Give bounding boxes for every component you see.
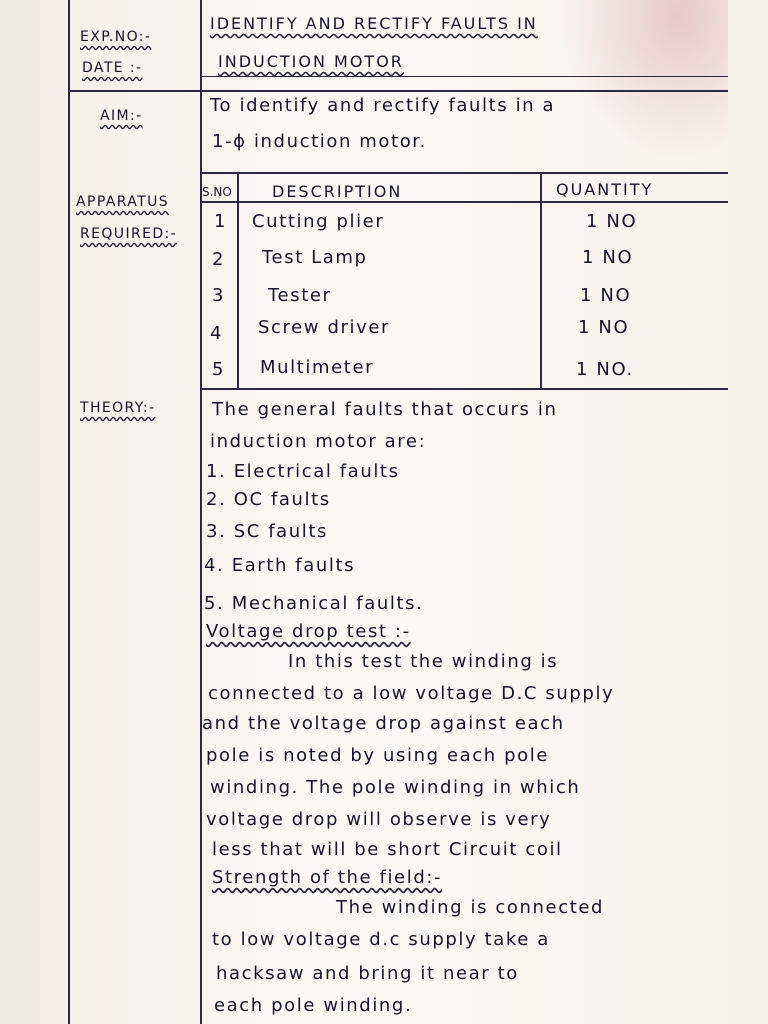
row-sno: 5 (212, 359, 226, 380)
date-label: DATE :- (82, 60, 143, 76)
row-sno: 2 (212, 249, 226, 270)
aim-label: AIM:- (100, 108, 143, 124)
row-description: Test Lamp (262, 247, 368, 268)
paragraph-line: voltage drop will observe is very (206, 809, 552, 830)
column-header-sno: S.NO (202, 185, 232, 199)
page-margin-left (0, 0, 40, 1024)
page-margin-right (728, 0, 768, 1024)
voltage-drop-test-heading: Voltage drop test :- (206, 621, 411, 642)
paragraph-line: hacksaw and bring it near to (216, 963, 519, 984)
row-sno: 4 (210, 323, 224, 344)
theory-line: 2. OC faults (206, 489, 331, 510)
row-sno: 3 (212, 285, 226, 306)
row-quantity: 1 NO. (576, 359, 634, 380)
page-stain (560, 0, 728, 160)
column-header-quantity: QUANTITY (556, 180, 654, 199)
aim-text-line1: To identify and rectify faults in a (210, 95, 556, 116)
row-quantity: 1 NO (578, 317, 630, 338)
paragraph-line: In this test the winding is (288, 651, 559, 672)
paragraph-line: winding. The pole winding in which (210, 777, 581, 798)
required-label: REQUIRED:- (80, 226, 178, 242)
table-quantity-column-line (540, 172, 542, 388)
paragraph-line: The winding is connected (336, 897, 605, 918)
label-column-line (200, 0, 202, 1024)
table-top-line (200, 172, 728, 174)
paragraph-line: less that will be short Circuit coil (212, 839, 563, 860)
theory-line: 5. Mechanical faults. (204, 593, 424, 614)
experiment-title-line2: INDUCTION MOTOR (218, 52, 404, 71)
left-margin-line (68, 0, 70, 1024)
row-description: Screw driver (258, 317, 390, 338)
theory-label: THEORY:- (80, 400, 156, 416)
paragraph-line: to low voltage d.c supply take a (212, 929, 550, 950)
table-bottom-line (200, 388, 728, 390)
strength-of-field-heading: Strength of the field:- (212, 867, 443, 888)
paragraph-line: each pole winding. (214, 995, 413, 1016)
table-sno-column-line (237, 172, 239, 388)
experiment-title-line1: IDENTIFY AND RECTIFY FAULTS IN (210, 14, 538, 33)
row-description: Tester (268, 285, 332, 306)
theory-line: 3. SC faults (206, 521, 329, 542)
row-description: Cutting plier (252, 211, 385, 232)
paragraph-line: and the voltage drop against each (202, 713, 565, 734)
theory-line: induction motor are: (210, 431, 427, 452)
apparatus-label: APPARATUS (76, 194, 170, 210)
row-description: Multimeter (260, 357, 375, 378)
row-quantity: 1 NO (580, 285, 632, 306)
aim-text-line2: 1-ϕ induction motor. (212, 131, 427, 152)
theory-line: The general faults that occurs in (212, 399, 558, 420)
theory-line: 4. Earth faults (204, 555, 356, 576)
row-quantity: 1 NO (582, 247, 634, 268)
theory-line: 1. Electrical faults (206, 461, 400, 482)
paragraph-line: pole is noted by using each pole (206, 745, 550, 766)
column-header-description: DESCRIPTION (272, 182, 403, 201)
title-underline (200, 76, 728, 77)
paragraph-line: connected to a low voltage D.C supply (208, 683, 615, 704)
exp-no-label: EXP.NO:- (80, 29, 152, 45)
row-sno: 1 (214, 211, 228, 232)
header-divider (68, 90, 728, 92)
row-quantity: 1 NO (586, 211, 638, 232)
